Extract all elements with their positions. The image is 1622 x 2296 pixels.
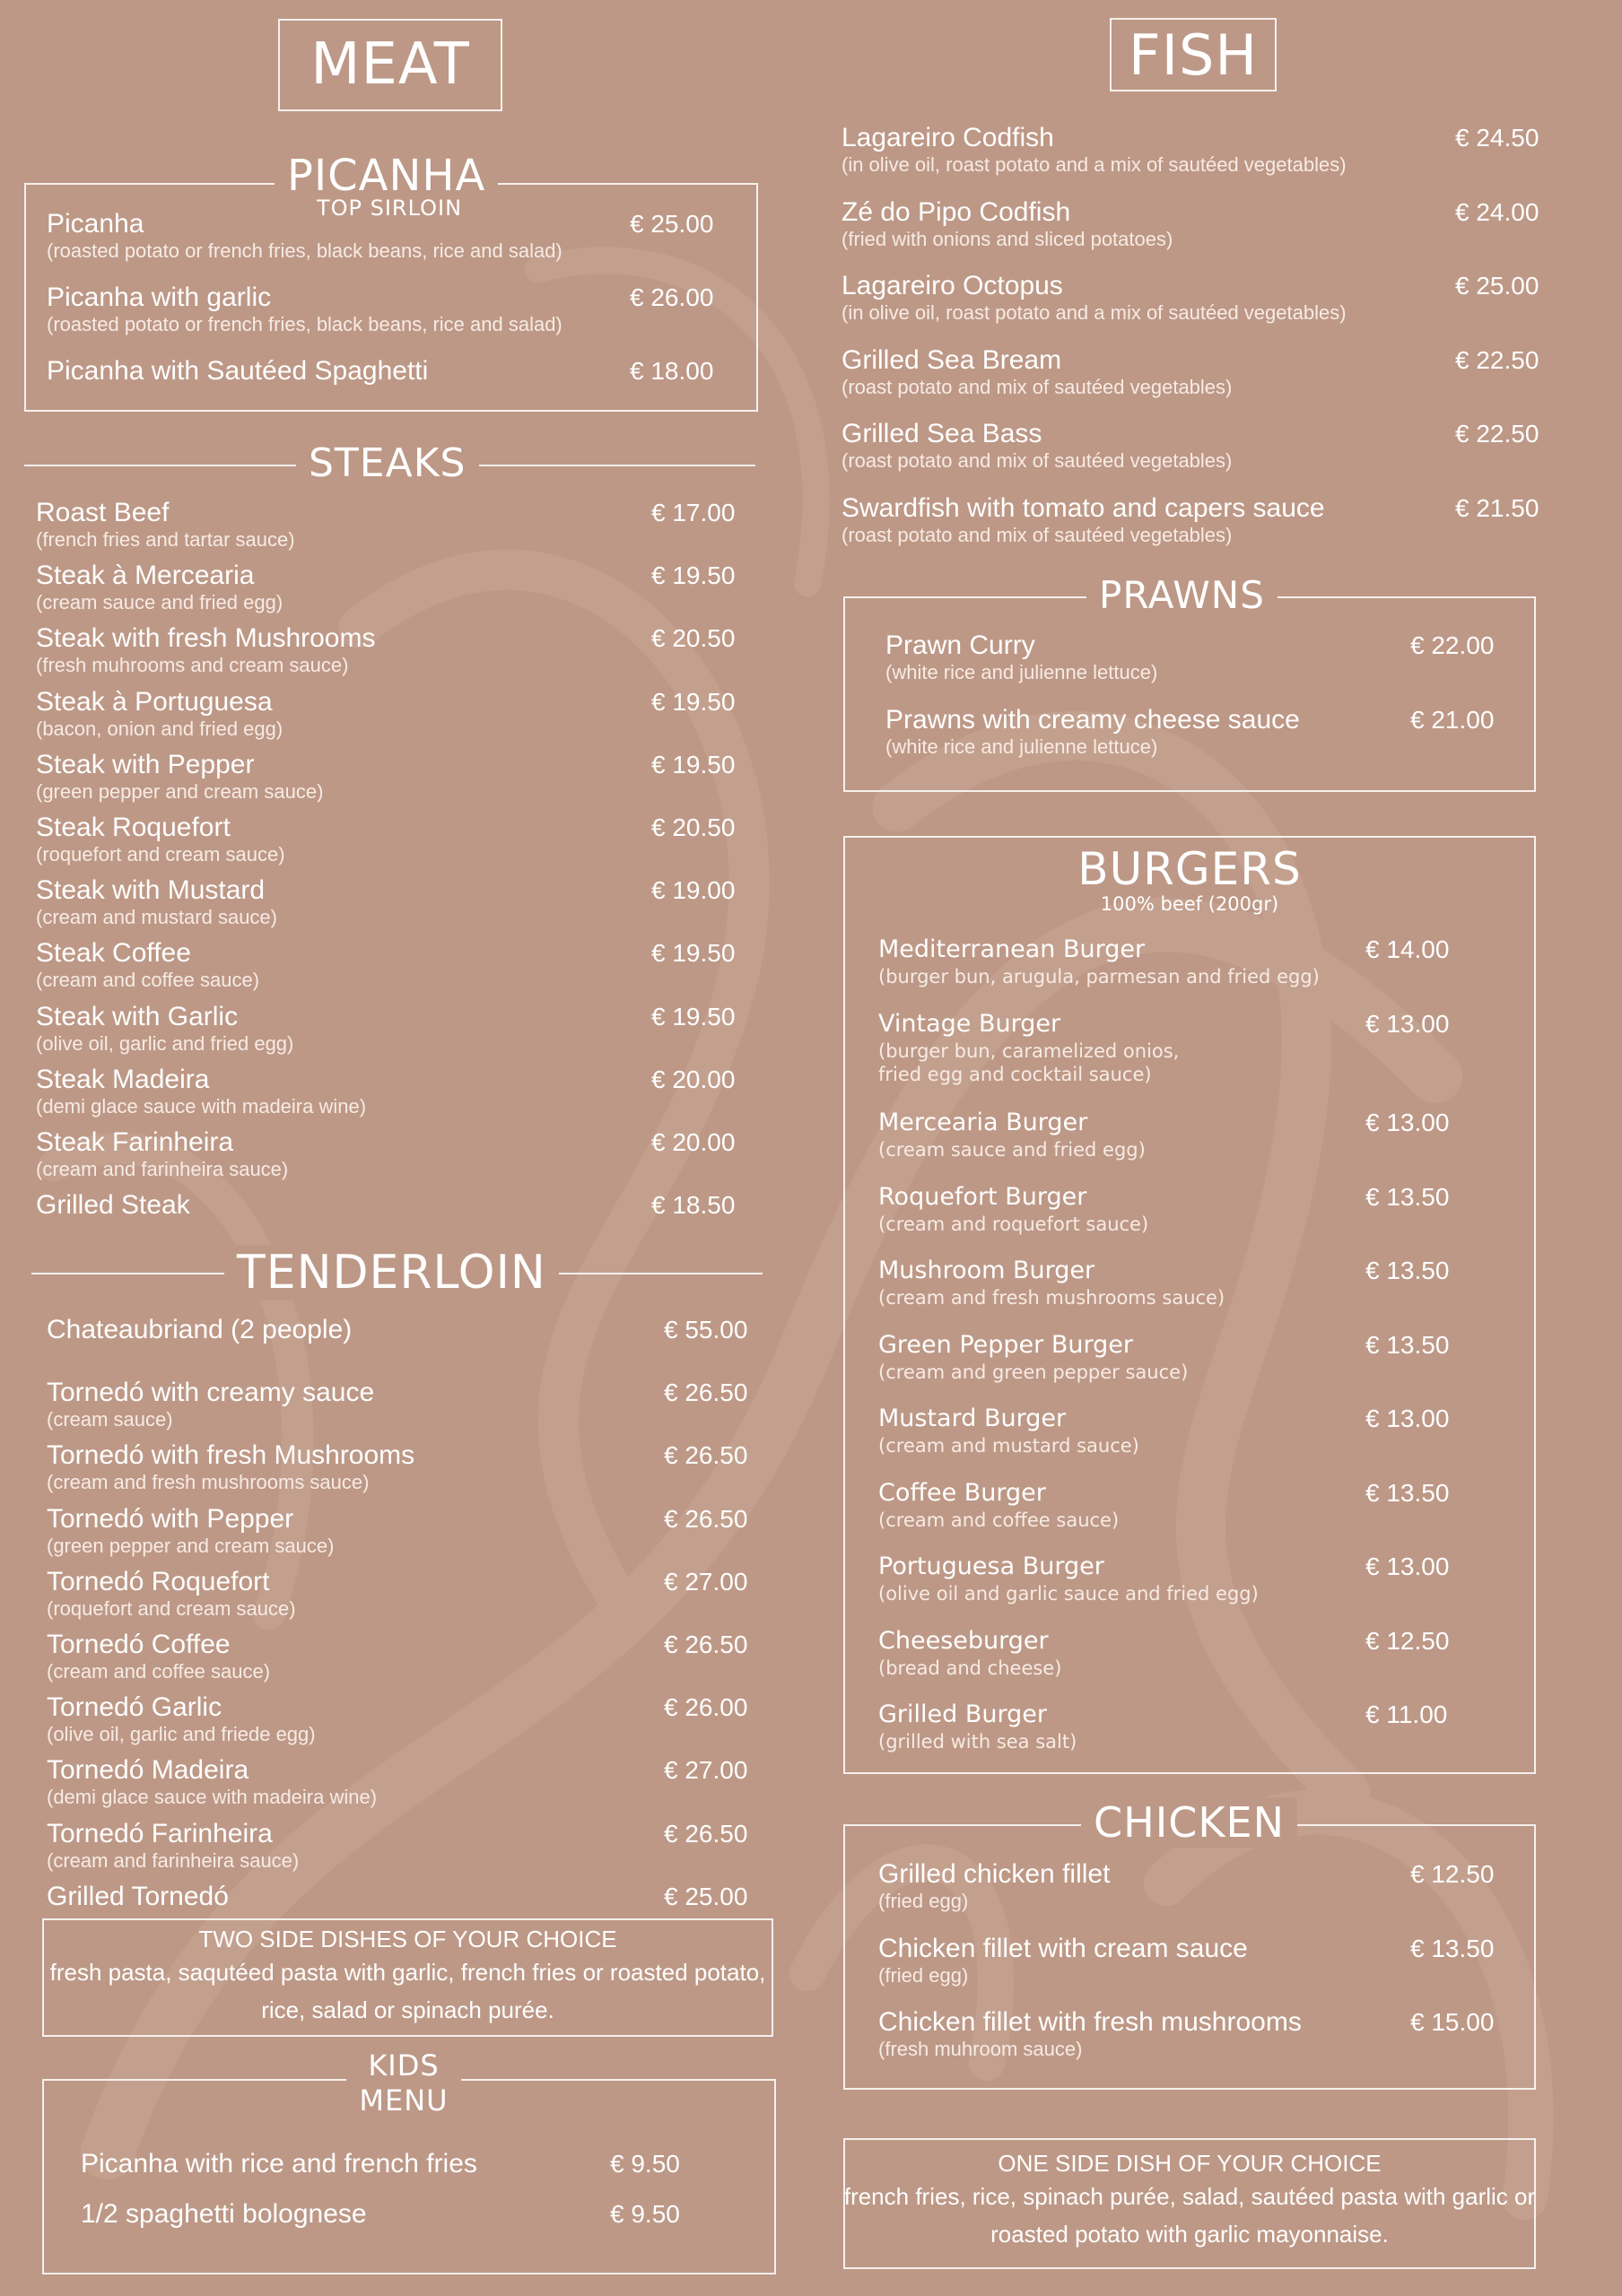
two-side-dishes-note [42, 1925, 773, 2029]
steak-item [36, 750, 323, 804]
fish-item-name: Lagareiro Octopus [842, 271, 1063, 300]
steak-item-name: Steak Coffee [36, 938, 191, 969]
steak-item-price: € 19.50 [651, 939, 736, 968]
fish-item-name: Grilled Sea Bream [842, 344, 1062, 375]
steak-item-description: (olive oil, garlic and fried egg) [36, 1031, 294, 1055]
fish-item-price: € 22.50 [1455, 420, 1539, 448]
chicken-item [878, 1934, 1248, 1987]
steak-item-price: € 19.50 [651, 1002, 736, 1031]
chicken-item-description: (fresh muhroom sauce) [878, 2038, 1083, 2060]
fish-item-description: (in olive oil, roast potato and a mix of sautéed vegetables) [842, 153, 1347, 176]
burger-item-price: € 13.00 [1365, 1009, 1450, 1038]
steak-item-description: (bacon, onion and fried egg) [36, 717, 283, 740]
steak-item-name: Steak Farinheira [36, 1127, 234, 1157]
burger-item-description: (cream and coffee sauce) [878, 1509, 1120, 1531]
steak-item-price: € 18.50 [651, 1191, 736, 1220]
steak-item [36, 687, 283, 741]
fish-item-name: Zé do Pipo Codfish [842, 196, 1071, 227]
steaks-title: STEAKS [296, 439, 479, 488]
meat-title: MEAT [310, 31, 470, 98]
tenderloin-item-name: Grilled Tornedó [47, 1881, 229, 1911]
steak-item-price: € 19.50 [651, 561, 736, 590]
kids-title: KIDS [346, 2048, 461, 2083]
burger-item-price: € 13.50 [1365, 1478, 1450, 1507]
kids-menu-item-name: Picanha with rice and french fries [81, 2149, 477, 2179]
chicken-item-name: Grilled chicken fillet [878, 1859, 1111, 1889]
burger-item-price: € 13.50 [1365, 1330, 1450, 1359]
burger-item-name: Coffee Burger [878, 1478, 1046, 1507]
burger-item-description: (cream sauce and fried egg) [878, 1139, 1146, 1161]
tenderloin-item [47, 1882, 229, 1912]
fish-item [842, 123, 1347, 177]
prawns-item-description: (white rice and julienne lettuce) [885, 735, 1158, 758]
burger-item [878, 1256, 1225, 1309]
burger-item-price: € 13.00 [1365, 1552, 1450, 1580]
tenderloin-item-name: Tornedó Coffee [47, 1630, 231, 1659]
picanha-item-name: Picanha with garlic [47, 283, 272, 312]
steak-item-price: € 19.50 [651, 687, 736, 716]
tenderloin-title: TENDERLOIN [224, 1245, 559, 1300]
picanha-item-description: (roasted potato or french fries, black beans, rice and salad) [47, 313, 562, 335]
burger-item-description: (cream and roquefort sauce) [878, 1213, 1149, 1235]
steak-item-name: Steak à Mercearia [36, 561, 255, 591]
one-side-dish-line2: roasted potato with garlic mayonnaise. [990, 2221, 1389, 2248]
picanha-item [47, 283, 562, 336]
steak-item [36, 1127, 288, 1181]
steak-item-name: Steak with Mustard [36, 875, 266, 906]
fish-item [842, 493, 1325, 547]
fish-item-price: € 22.50 [1455, 345, 1539, 374]
chicken-item [878, 1859, 1110, 1913]
steak-item-name: Steak Madeira [36, 1064, 210, 1094]
steak-item-price: € 20.00 [651, 1065, 736, 1093]
burger-item-name: Mushroom Burger [878, 1257, 1095, 1284]
fish-item-description: (fried with onions and sliced potatoes) [842, 227, 1173, 250]
steak-item-price: € 19.50 [651, 750, 736, 778]
burger-item-description: (burger bun, arugula, parmesan and fried egg) [878, 966, 1320, 987]
fish-item-description: (roast potato and mix of sautéed vegetables) [842, 523, 1233, 546]
chicken-title: CHICKEN [1081, 1797, 1297, 1848]
tenderloin-item [47, 1755, 377, 1809]
burger-item [878, 1009, 1179, 1086]
burger-item-name: Mustard Burger [878, 1405, 1067, 1432]
tenderloin-item [47, 1567, 296, 1621]
fish-item-price: € 24.00 [1455, 197, 1539, 226]
steak-item-description: (fresh muhrooms and cream sauce) [36, 654, 349, 677]
picanha-item [47, 356, 428, 387]
picanha-item-price: € 25.00 [630, 210, 714, 238]
fish-item [842, 197, 1173, 251]
fish-item-name: Swardfish with tomato and capers sauce [842, 492, 1325, 523]
burger-item-description-line2: fried egg and cocktail sauce) [878, 1063, 1152, 1085]
steak-item-description: (french fries and tartar sauce) [36, 528, 295, 551]
steak-item-name: Steak with fresh Mushrooms [36, 623, 376, 654]
kids-subtitle: MENU [359, 2083, 449, 2118]
fish-item-name: Lagareiro Codfish [842, 123, 1054, 152]
steak-item-price: € 19.00 [651, 876, 736, 905]
steak-item-description: (roquefort and cream sauce) [36, 843, 285, 865]
tenderloin-item-price: € 26.00 [664, 1693, 748, 1722]
kids-menu-item-price: € 9.50 [610, 2200, 680, 2228]
chicken-item-price: € 15.00 [1410, 2008, 1495, 2036]
burger-item [878, 1552, 1259, 1605]
tenderloin-item-name: Tornedó with fresh Mushrooms [47, 1440, 415, 1471]
burger-item-description: (burger bun, caramelized onios, [878, 1039, 1180, 1062]
tenderloin-item-description: (roquefort and cream sauce) [47, 1596, 296, 1620]
tenderloin-item-description: (olive oil, garlic and friede egg) [47, 1723, 316, 1746]
burger-item-description: (grilled with sea salt) [878, 1731, 1077, 1752]
picanha-item [47, 209, 562, 263]
burger-item [878, 1108, 1146, 1161]
fish-item-price: € 21.50 [1455, 493, 1539, 522]
tenderloin-item-price: € 55.00 [664, 1316, 748, 1344]
burgers-subtitle: 100% beef (200gr) [1100, 893, 1279, 915]
picanha-item-name: Picanha with Sautéed Spaghetti [47, 356, 429, 386]
steak-item-price: € 20.50 [651, 813, 736, 841]
chicken-item-name: Chicken fillet with cream sauce [878, 1933, 1248, 1963]
burger-item-name: Grilled Burger [878, 1700, 1047, 1728]
steak-item [36, 1190, 190, 1221]
steak-item-price: € 20.00 [651, 1128, 736, 1156]
tenderloin-item-price: € 25.00 [664, 1882, 748, 1910]
one-side-dish-line1: french fries, rice, spinach purée, salad, sautéed pasta with garlic or [843, 2183, 1536, 2210]
kids-menu-item [81, 2149, 477, 2179]
two-side-dishes-title: TWO SIDE DISHES OF YOUR CHOICE [198, 1926, 617, 1952]
burger-item-price: € 13.50 [1365, 1182, 1450, 1211]
steak-item-description: (green pepper and cream sauce) [36, 779, 324, 803]
burger-item-name: Roquefort Burger [878, 1182, 1087, 1211]
steak-item-description: (cream and mustard sauce) [36, 906, 277, 929]
prawns-item-price: € 22.00 [1410, 631, 1495, 659]
tenderloin-item-name: Tornedó with Pepper [47, 1503, 294, 1534]
fish-item-description: (roast potato and mix of sautéed vegetables) [842, 375, 1233, 398]
steak-item [36, 561, 283, 614]
burger-item-price: € 13.50 [1365, 1257, 1450, 1284]
tenderloin-item-price: € 26.50 [664, 1441, 748, 1470]
prawns-item-name: Prawns with creamy cheese sauce [885, 705, 1300, 735]
picanha-item-name: Picanha [47, 209, 144, 239]
tenderloin-item-description: (cream and farinheira sauce) [47, 1848, 300, 1872]
steak-item-description: (cream sauce and fried egg) [36, 591, 283, 614]
tenderloin-item-price: € 26.50 [664, 1504, 748, 1533]
burger-item [878, 1478, 1119, 1532]
tenderloin-item-description: (cream and fresh mushrooms sauce) [47, 1471, 370, 1494]
burger-item-description: (cream and fresh mushrooms sauce) [878, 1287, 1225, 1309]
tenderloin-item-price: € 26.50 [664, 1631, 748, 1658]
fish-item [842, 419, 1232, 473]
chicken-item-price: € 12.50 [1410, 1860, 1495, 1888]
tenderloin-item-description: (cream and coffee sauce) [47, 1660, 271, 1683]
steak-item-description: (demi glace sauce with madeira wine) [36, 1094, 367, 1118]
picanha-item-description: (roasted potato or french fries, black beans, rice and salad) [47, 239, 562, 262]
fish-item-description: (roast potato and mix of sautéed vegetables) [842, 449, 1233, 472]
burger-item-description: (olive oil and garlic sauce and fried egg) [878, 1583, 1259, 1605]
chicken-item-name: Chicken fillet with fresh mushrooms [878, 2007, 1302, 2037]
tenderloin-item-name: Tornedó Madeira [47, 1755, 249, 1786]
steak-item-name: Steak à Portuguesa [36, 686, 273, 717]
steak-item [36, 938, 259, 992]
steak-item-name: Steak Roquefort [36, 813, 231, 842]
tenderloin-item-price: € 27.00 [664, 1567, 748, 1596]
one-side-dish-title: ONE SIDE DISH OF YOUR CHOICE [998, 2150, 1382, 2177]
kids-menu-item-name: 1/2 spaghetti bolognese [81, 2199, 367, 2229]
burger-item-name: Green Pepper Burger [878, 1330, 1133, 1359]
picanha-subtitle: TOP SIRLOIN [316, 196, 463, 221]
chicken-item [878, 2007, 1302, 2061]
prawns-item-price: € 21.00 [1410, 706, 1495, 734]
tenderloin-item [47, 1819, 299, 1873]
burger-item-description: (bread and cheese) [878, 1657, 1062, 1679]
burger-item-description: (cream and green pepper sauce) [878, 1361, 1189, 1383]
fish-item [842, 345, 1232, 399]
steak-item [36, 1065, 366, 1118]
tenderloin-item-price: € 26.50 [664, 1378, 748, 1407]
burger-item [878, 1700, 1077, 1753]
burger-item [878, 1330, 1188, 1384]
prawns-item-name: Prawn Curry [885, 631, 1035, 660]
two-side-dishes-line2: rice, salad or spinach purée. [261, 1996, 554, 2023]
burger-item [878, 935, 1320, 988]
burger-item [878, 1182, 1148, 1236]
burger-item-price: € 13.00 [1365, 1109, 1450, 1136]
fish-item-price: € 24.50 [1455, 124, 1539, 152]
burger-item [878, 1404, 1139, 1457]
burger-item-name: Mercearia Burger [878, 1109, 1088, 1136]
steak-item [36, 813, 285, 866]
burger-item-name: Cheeseburger [878, 1626, 1049, 1655]
chicken-item-description: (fried egg) [878, 1890, 969, 1912]
tenderloin-item-name: Chateaubriand (2 people) [47, 1315, 353, 1344]
steak-item-price: € 20.50 [651, 624, 736, 653]
steak-item-description: (cream and coffee sauce) [36, 969, 260, 992]
kids-menu-item-price: € 9.50 [610, 2150, 680, 2178]
steak-item-description: (cream and farinheira sauce) [36, 1158, 289, 1180]
prawns-item [885, 631, 1157, 684]
tenderloin-item [47, 1692, 316, 1746]
chicken-item-price: € 13.50 [1410, 1934, 1495, 1962]
two-side-dishes-line1: fresh pasta, saqutéed pasta with garlic, french fries or roasted potato, [49, 1959, 766, 1986]
burger-item-name: Mediterranean Burger [878, 935, 1146, 963]
burgers-title: BURGERS [1077, 843, 1302, 895]
tenderloin-item [47, 1378, 374, 1431]
burger-item-name: Portuguesa Burger [878, 1552, 1104, 1580]
tenderloin-item [47, 1630, 270, 1683]
prawns-box [843, 596, 1536, 792]
tenderloin-item-description: (green pepper and cream sauce) [47, 1534, 335, 1557]
tenderloin-item-name: Tornedó Garlic [47, 1692, 222, 1723]
burger-item [878, 1626, 1061, 1680]
kids-menu-item [81, 2199, 367, 2230]
tenderloin-item-name: Tornedó Farinheira [47, 1818, 273, 1848]
steak-item-name: Grilled Steak [36, 1190, 190, 1221]
tenderloin-item-description: (cream sauce) [47, 1408, 173, 1431]
burger-item-price: € 14.00 [1365, 935, 1450, 963]
burger-item-name: Vintage Burger [878, 1009, 1061, 1038]
fish-title: FISH [1129, 22, 1258, 88]
picanha-title: PICANHA [275, 151, 498, 201]
tenderloin-item [47, 1504, 334, 1558]
picanha-item-price: € 18.00 [630, 357, 714, 385]
picanha-item-price: € 26.00 [630, 283, 714, 311]
tenderloin-item [47, 1315, 352, 1345]
prawns-item [885, 705, 1300, 759]
steak-item [36, 875, 277, 929]
burger-item-price: € 11.00 [1365, 1700, 1448, 1728]
one-side-dish-note [843, 2149, 1536, 2253]
steak-item-price: € 17.00 [651, 499, 736, 526]
fish-item-description: (in olive oil, roast potato and a mix of sautéed vegetables) [842, 301, 1347, 324]
tenderloin-item-name: Tornedó with creamy sauce [47, 1378, 375, 1408]
fish-item-price: € 25.00 [1455, 272, 1539, 300]
chicken-item-description: (fried egg) [878, 1963, 969, 1987]
tenderloin-item-price: € 26.50 [664, 1819, 748, 1848]
prawns-title: PRAWNS [1086, 572, 1278, 619]
burger-item-price: € 12.50 [1365, 1626, 1450, 1655]
tenderloin-item-description: (demi glace sauce with madeira wine) [47, 1786, 378, 1809]
tenderloin-item-name: Tornedó Roquefort [47, 1566, 270, 1596]
steak-item-name: Steak with Pepper [36, 749, 255, 779]
burger-item-description: (cream and mustard sauce) [878, 1435, 1139, 1457]
steak-item [36, 623, 375, 677]
steak-item [36, 1002, 293, 1056]
steak-item [36, 498, 295, 552]
prawns-item-description: (white rice and julienne lettuce) [885, 661, 1158, 683]
tenderloin-item [47, 1440, 414, 1494]
burger-item-price: € 13.00 [1365, 1405, 1450, 1432]
fish-item-name: Grilled Sea Bass [842, 419, 1042, 448]
steak-item-name: Steak with Garlic [36, 1001, 239, 1031]
fish-item [842, 271, 1347, 325]
steak-item-name: Roast Beef [36, 498, 170, 527]
tenderloin-item-price: € 27.00 [664, 1756, 748, 1785]
